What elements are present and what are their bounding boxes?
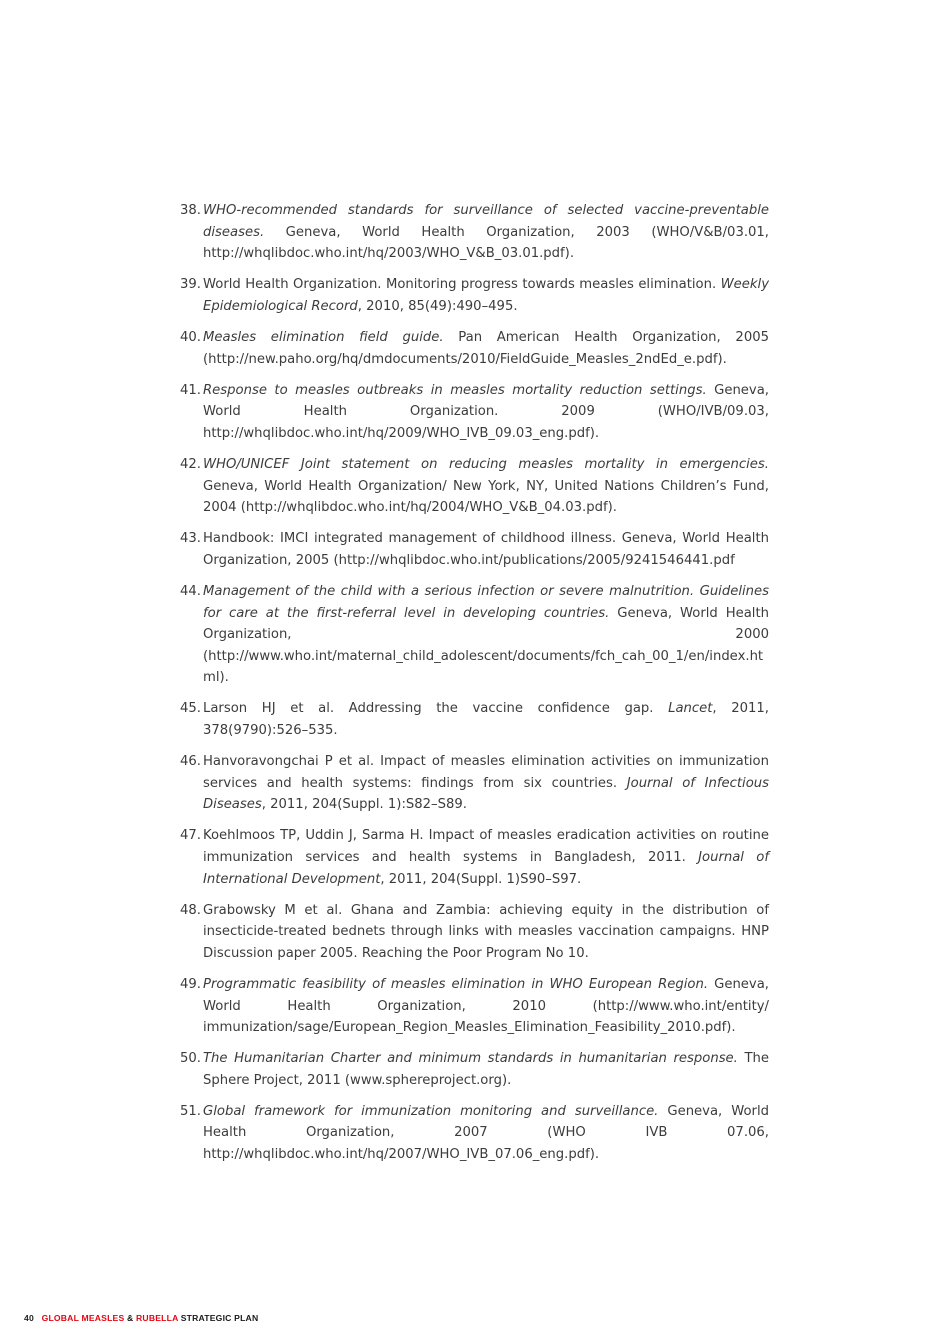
reference-text-part: World Health Organization. Monitoring progress towards measles elimination. (203, 277, 721, 293)
reference-item (180, 528, 769, 571)
reference-text (203, 327, 769, 370)
reference-item (180, 698, 769, 741)
reference-text (203, 274, 769, 317)
reference-text-part: Geneva, World Health Organization, 2010 (http://www.who.int/entity/ immunization/sage/European_Region_Measles_Elimination_Feasibility_2010.pdf). (203, 976, 769, 1036)
reference-number: 38. (180, 203, 201, 218)
reference-title-italic: WHO/UNICEF Joint statement on reducing measles mortality in emergencies. (203, 456, 769, 472)
reference-number: 50. (180, 1051, 201, 1067)
reference-number: 48. (180, 902, 201, 918)
reference-number: 42. (180, 456, 201, 472)
reference-text (203, 380, 769, 445)
reference-title-italic: WHO-recommended standards for surveillance of selected vaccine-preventable diseases. (203, 203, 769, 240)
reference-text-part: Geneva, World Health Organization/ New York, NY, United Nations Children’s Fund, 2004 (http://whqlibdoc.who.int/hq/2004/WHO_V&B_04.03.pdf). (203, 478, 769, 516)
reference-item (180, 200, 769, 265)
reference-number: 41. (180, 382, 201, 398)
reference-number: 51. (180, 1103, 201, 1119)
reference-item (180, 581, 769, 689)
reference-text-part: Grabowsky M et al. Ghana and Zambia: achieving equity in the distribution of insecticide-treated bednets through links with measles vaccination campaigns. HNP Discussion paper 2005. Reaching the Poor Program No 10. (203, 902, 769, 961)
reference-title-italic: Measles elimination field guide. (203, 329, 444, 345)
reference-text (203, 200, 769, 265)
reference-text (203, 974, 769, 1039)
reference-text-part: , 2010, 85(49):490–495. (357, 298, 518, 314)
reference-title-italic: The Humanitarian Charter and minimum standards in humanitarian response. (203, 1051, 738, 1067)
reference-item (180, 1101, 769, 1166)
reference-text (203, 1048, 769, 1091)
reference-item (180, 327, 769, 370)
reference-item (180, 1048, 769, 1091)
reference-number: 45. (180, 701, 201, 717)
reference-item (180, 974, 769, 1039)
reference-text-part: Hanvoravongchai P et al. Impact of measles elimination activities on immunization services and health systems: findings from six countries. (203, 754, 769, 791)
reference-text (203, 825, 769, 890)
reference-text (203, 1101, 769, 1166)
reference-number: 39. (180, 277, 201, 293)
reference-item (180, 274, 769, 317)
reference-item (180, 380, 769, 445)
reference-title-italic: Programmatic feasibility of measles elimination in WHO European Region. (203, 976, 709, 992)
reference-text-part: Koehlmoos TP, Uddin J, Sarma H. Impact of measles eradication activities on routine immunization services and health systems in Bangladesh, 2011. (203, 828, 769, 865)
reference-list (180, 200, 769, 1175)
reference-text-part: Larson HJ et al. Addressing the vaccine confidence gap. (203, 701, 669, 717)
reference-item (180, 900, 769, 965)
reference-title-italic: Journal of International Development (203, 849, 770, 887)
reference-title-italic: Response to measles outbreaks in measles mortality reduction settings. (203, 382, 707, 398)
reference-number: 44. (180, 583, 201, 599)
reference-text (203, 454, 769, 519)
reference-number: 49. (180, 976, 201, 992)
reference-text-part: Geneva, World Health Organization. 2009 (WHO/IVB/09.03, http://whqlibdoc.who.int/hq/2009/WHO_IVB_09.03_eng.pdf). (203, 382, 769, 441)
footer-title-plan: STRATEGIC PLAN (180, 1313, 259, 1323)
reference-number: 40. (180, 329, 201, 345)
footer-title-amp: & (127, 1313, 134, 1323)
reference-text-part: Geneva, World Health Organization, 2007 (WHO IVB 07.06, http://whqlibdoc.who.int/hq/2007/WHO_IVB_07.06_eng.pdf). (203, 1103, 769, 1163)
reference-item (180, 825, 769, 890)
reference-title-italic: Global framework for immunization monitoring and surveillance. (203, 1103, 659, 1119)
reference-text-part: The Sphere Project, 2011 (www.sphereproject.org). (203, 1051, 769, 1088)
reference-title-italic: Weekly Epidemiological Record (203, 277, 769, 314)
reference-item (180, 454, 769, 519)
reference-text-part: , 2011, 204(Suppl. 1):S82–S89. (261, 797, 467, 813)
reference-text (203, 900, 769, 965)
reference-item (180, 751, 769, 816)
reference-text (203, 698, 769, 741)
reference-text (203, 528, 769, 571)
reference-text-part: Pan American Health Organization, 2005 (http://new.paho.org/hq/dmdocuments/2010/FieldGuide_Measles_2ndEd_e.pdf). (203, 329, 769, 367)
reference-text-part: Handbook: IMCI integrated management of childhood illness. Geneva, World Health Organization, 2005 (http://whqlibdoc.who.int/publications/2005/9241546441.pdf (203, 531, 769, 568)
footer-title-rubella: RUBELLA (136, 1313, 179, 1323)
reference-title-italic: Lancet (668, 701, 713, 717)
page-number: 40 (24, 1313, 34, 1323)
page-footer (24, 1313, 258, 1323)
reference-number: 47. (180, 828, 201, 844)
reference-text-part: , 2011, 378(9790):526–535. (203, 701, 769, 738)
reference-text (203, 751, 769, 816)
reference-title-italic: Journal of Infectious Diseases (203, 775, 769, 813)
reference-text-part: Geneva, World Health Organization, 2003 (WHO/V&B/03.01, http://whqlibdoc.who.int/hq/2003/WHO_V&B_03.01.pdf). (203, 224, 769, 262)
reference-title-italic: Management of the child with a serious infection or severe malnutrition. Guidelines for care at the first-referral level in developing countries. (203, 583, 769, 621)
footer-title-measles: GLOBAL MEASLES (41, 1313, 125, 1323)
reference-text-part: Geneva, World Health Organization, 2000 (http://www.who.int/maternal_child_adolescent/documents/fch_cah_00_1/en/index.html). (203, 605, 769, 686)
reference-text (203, 581, 769, 689)
reference-text-part: , 2011, 204(Suppl. 1)S90–S97. (380, 871, 582, 887)
reference-number: 43. (180, 531, 201, 547)
reference-number: 46. (180, 754, 201, 770)
